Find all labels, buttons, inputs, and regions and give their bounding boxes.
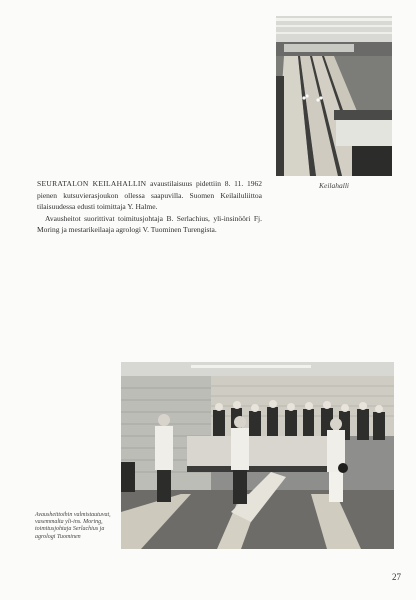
article-text [37, 178, 262, 236]
article-paragraph-2: Avausheitot suorittivat toimitusjohtaja B. Serlachius, yli-insinööri Fj. Moring ja mestarikeilaaja agrologi V. Tuominen Turengista. [37, 213, 262, 234]
opening-throw-photo [121, 362, 394, 549]
bowling-hall-photo [276, 16, 392, 176]
article-paragraph-1-text: avaustilaisuus pidettiin 8. 11. 1962 pienen kutsuvierasjoukon ollessa saapuvilla. Suomen Keilailuliittoa tilaisuudessa edusti toimittaja Y. Halme. [37, 179, 262, 211]
opening-throw-caption: Avausheittoihin valmistautuvat, vasemmalta yli-ins. Moring, toimitusjohtaja Serlachius ja agrologi Tuominen [35, 512, 111, 540]
article-paragraph-1 [37, 178, 262, 213]
article-lead: SEURATALON KEILAHALLIN [37, 179, 147, 188]
page-number: 27 [392, 572, 401, 582]
bowling-hall-caption: Keilahalli [319, 181, 349, 190]
